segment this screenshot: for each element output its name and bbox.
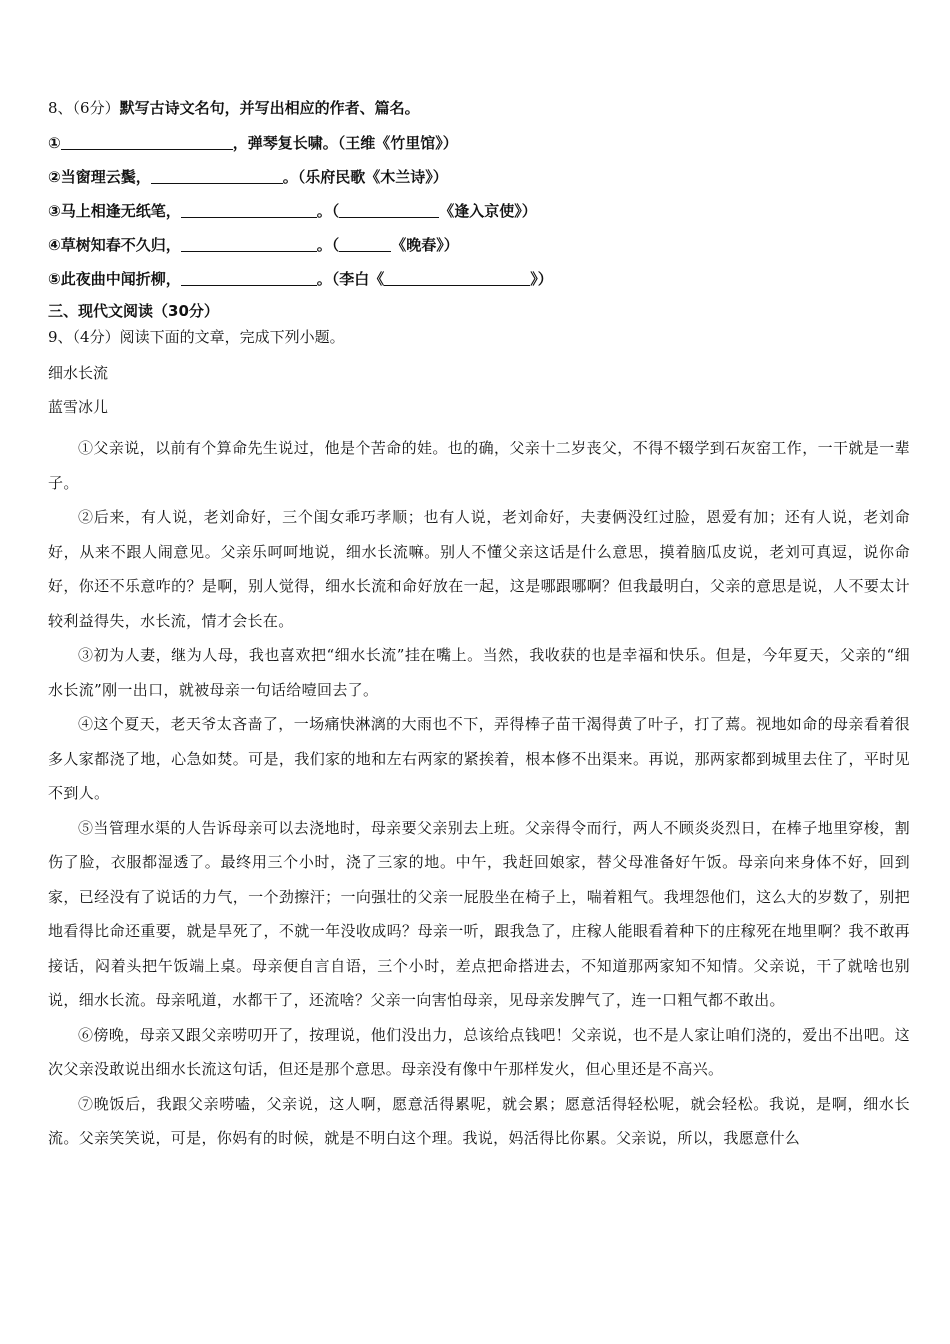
answer-blank[interactable]	[181, 202, 317, 218]
poem-item-prefix: ①	[48, 134, 61, 152]
article-body	[48, 431, 910, 1156]
title-blank[interactable]	[384, 270, 530, 286]
answer-blank[interactable]	[181, 270, 317, 286]
poem-item-4	[48, 235, 910, 255]
article-paragraph: ①父亲说，以前有个算命先生说过，他是个苦命的娃。也的确，父亲十二岁丧父，不得不辍学到石灰窑工作，一干就是一辈子。	[48, 439, 910, 492]
poem-item-mid: 。（	[316, 202, 340, 220]
poem-item-prefix: ②当窗理云鬓，	[48, 168, 151, 186]
question-8-instruction: 默写古诗文名句，并写出相应的作者、篇名。	[119, 99, 420, 117]
answer-blank[interactable]	[181, 236, 317, 252]
author-blank[interactable]	[339, 202, 439, 218]
question-9-header: 9、（4分）阅读下面的文章，完成下列小题。	[48, 328, 345, 346]
article-paragraph: ③初为人妻，继为人母，我也喜欢把“细水长流”挂在嘴上。当然，我收获的也是幸福和快乐。但是，今年夏天，父亲的“细水长流”刚一出口，就被母亲一句话给噎回去了。	[48, 646, 910, 699]
article-paragraph: ⑥傍晚，母亲又跟父亲唠叨开了，按理说，他们没出力，总该给点钱吧！父亲说，也不是人家让咱们浇的，爱出不出吧。这次父亲没敢说出细水长流这句话，但还是那个意思。母亲没有像中午那样发火，但心里还是不高兴。	[48, 1025, 910, 1078]
article-title: 细水长流	[48, 364, 109, 382]
article-author: 蓝雪冰儿	[48, 398, 109, 416]
poem-item-text: 《逢入京使》）	[439, 202, 537, 220]
poem-item-mid: 。（李白《	[316, 270, 385, 288]
poem-item-text: 》）	[530, 270, 553, 288]
poem-item-1	[48, 133, 910, 153]
question-8-number: 8、（6分）	[48, 99, 120, 117]
poem-item-3	[48, 201, 910, 221]
poem-item-text: ，弹琴复长啸。（王维《竹里馆》）	[232, 134, 458, 152]
poem-item-2	[48, 167, 910, 187]
poem-item-mid: 。（	[316, 236, 340, 254]
answer-blank[interactable]	[61, 134, 233, 150]
article-paragraph: ②后来，有人说，老刘命好，三个闺女乖巧孝顺；也有人说，老刘命好，夫妻俩没红过脸，恩爱有加；还有人说，老刘命好，从来不跟人闹意见。父亲乐呵呵地说，细水长流嘛。别人不懂父亲这话是什么意思，摸着脑瓜皮说，老刘可真逗，说你命好，你还不乐意咋的？是啊，别人觉得，细水长流和命好放在一起，这是哪跟哪啊？但我最明白，父亲的意思是说，人不要太计较利益得失，水长流，情才会长在。	[48, 508, 910, 630]
exam-page	[48, 98, 910, 1156]
article-paragraph: ④这个夏天，老天爷太吝啬了，一场痛快淋漓的大雨也不下，弄得棒子苗干渴得黄了叶子，打了蔫。视地如命的母亲看着很多人家都浇了地，心急如焚。可是，我们家的地和左右两家的紧挨着，根本修不出渠来。再说，那两家都到城里去住了，平时见不到人。	[48, 715, 910, 802]
poem-item-prefix: ③马上相逢无纸笔，	[48, 202, 181, 220]
article-paragraph: ⑤当管理水渠的人告诉母亲可以去浇地时，母亲要父亲别去上班。父亲得令而行，两人不顾炎炎烈日，在棒子地里穿梭，割伤了脸，衣服都湿透了。最终用三个小时，浇了三家的地。中午，我赶回娘家，替父母准备好午饭。母亲向来身体不好，回到家，已经没有了说话的力气，一个劲擦汗；一向强壮的父亲一屁股坐在椅子上，喘着粗气。我埋怨他们，这么大的岁数了，别把地看得比命还重要，就是旱死了，不就一年没收成吗？母亲一听，跟我急了，庄稼人能眼看着种下的庄稼死在地里啊？我不敢再接话，闷着头把午饭端上桌。母亲便自言自语，三个小时，差点把命搭进去，不知道那两家知不知情。父亲说，干了就啥也别说，细水长流。母亲吼道，水都干了，还流啥？父亲一向害怕母亲，见母亲发脾气了，连一口粗气都不敢出。	[48, 818, 910, 1009]
poem-item-text: 《晚春》）	[391, 236, 459, 254]
article-paragraph: ⑦晚饭后，我跟父亲唠嗑，父亲说，这人啊，愿意活得累呢，就会累；愿意活得轻松呢，就会轻松。我说，是啊，细水长流。父亲笑笑说，可是，你妈有的时候，就是不明白这个理。我说，妈活得比你累。父亲说，所以，我愿意什么	[48, 1094, 910, 1147]
poem-item-prefix: ⑤此夜曲中闻折柳，	[48, 270, 181, 288]
author-blank[interactable]	[339, 236, 391, 252]
poem-item-prefix: ④草树知春不久归，	[48, 236, 181, 254]
section-title: 三、现代文阅读（30分）	[48, 302, 219, 320]
poem-item-5	[48, 269, 910, 289]
answer-blank[interactable]	[151, 168, 283, 184]
question-8-header	[48, 98, 910, 118]
poem-item-text: 。（乐府民歌《木兰诗》）	[282, 168, 448, 186]
